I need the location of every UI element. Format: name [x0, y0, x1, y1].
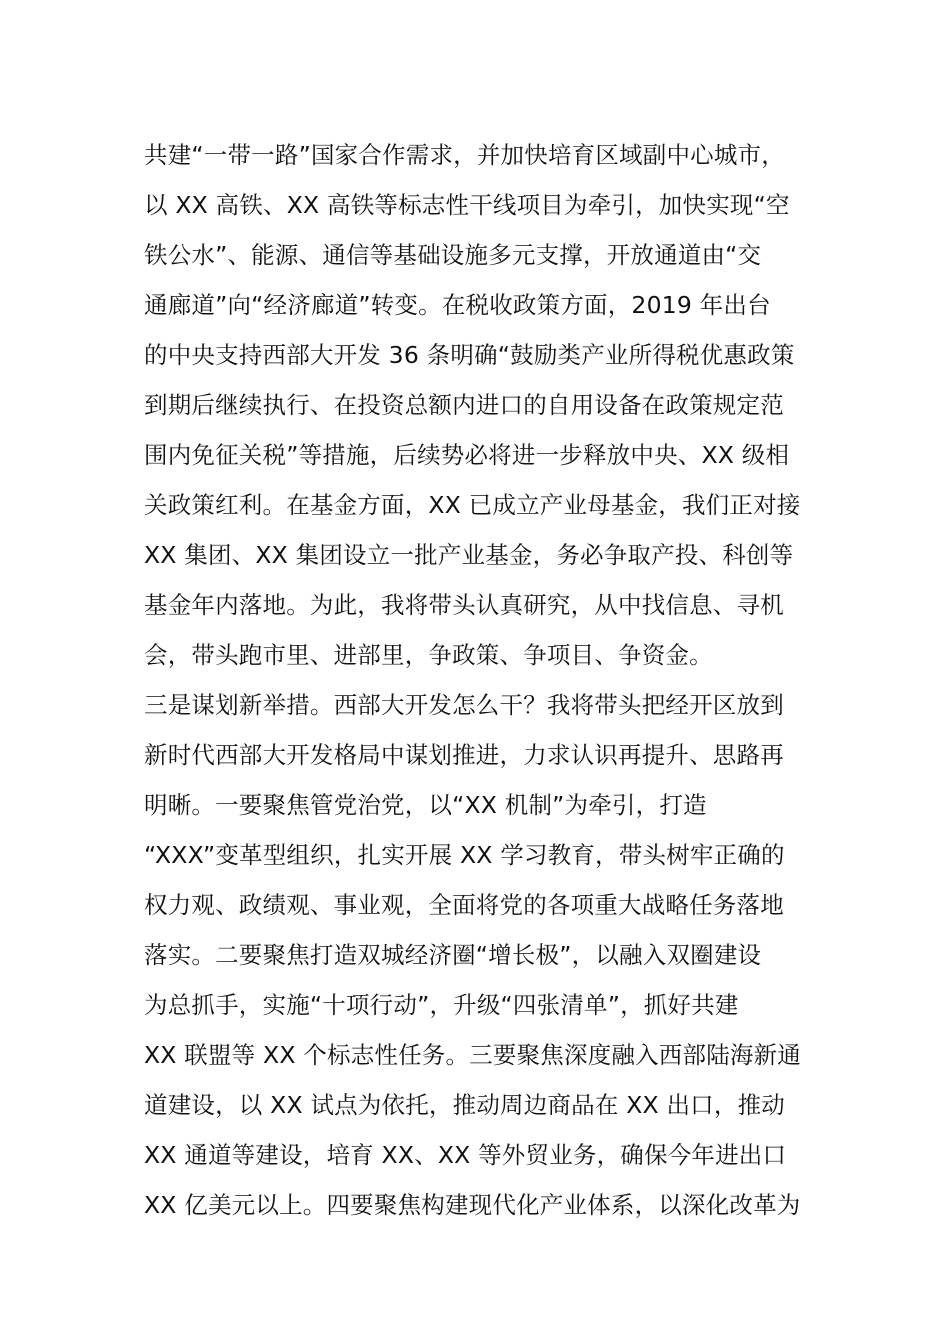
text-line-9: XX 集团、XX 集团设立一批产业基金，务必争取产投、科创等	[144, 541, 794, 569]
text-line-13: 新时代西部大开发格局中谋划推进，力求认识再提升、思路再	[144, 741, 784, 769]
text-line-10: 基金年内落地。为此，我将带头认真研究，从中找信息、寻机	[144, 591, 784, 619]
text-line-7: 围内免征关税”等措施，后续势必将进一步释放中央、XX 级相	[144, 441, 790, 469]
text-line-17: 落实。二要聚焦打造双城经济圈“增长极”，以融入双圈建设	[144, 941, 762, 969]
text-line-8: 关政策红利。在基金方面，XX 已成立产业母基金，我们正对接	[144, 491, 801, 519]
body-text	[144, 130, 809, 1230]
text-line-18: 为总抓手，实施“十项行动”，升级“四张清单”，抓好共建	[144, 991, 739, 1019]
text-line-11: 会，带头跑市里、进部里，争政策、争项目、争资金。	[144, 641, 713, 669]
text-line-22: XX 亿美元以上。四要聚焦构建现代化产业体系，以深化改革为	[144, 1191, 801, 1219]
text-line-4: 通廊道”向“经济廊道”转变。在税收政策方面，2019 年出台	[144, 291, 771, 319]
text-line-3: 铁公水”、能源、通信等基础设施多元支撑，开放通道由“交	[144, 241, 762, 269]
text-line-12: 三是谋划新举措。西部大开发怎么干？我将带头把经开区放到	[144, 691, 784, 719]
text-line-19: XX 联盟等 XX 个标志性任务。三要聚焦深度融入西部陆海新通	[144, 1041, 802, 1069]
text-line-6: 到期后继续执行、在投资总额内进口的自用设备在政策规定范	[144, 391, 784, 419]
text-line-2: 以 XX 高铁、XX 高铁等标志性干线项目为牵引，加快实现“空	[144, 191, 790, 219]
text-line-1: 共建“一带一路”国家合作需求，并加快培育区域副中心城市，	[144, 141, 785, 169]
text-line-21: XX 通道等建设，培育 XX、XX 等外贸业务，确保今年进出口	[144, 1141, 787, 1169]
text-line-5: 的中央支持西部大开发 36 条明确“鼓励类产业所得税优惠政策	[144, 341, 795, 369]
text-line-16: 权力观、政绩观、事业观，全面将党的各项重大战略任务落地	[144, 891, 784, 919]
text-line-20: 道建设，以 XX 试点为依托，推动周边商品在 XX 出口，推动	[144, 1091, 785, 1119]
text-line-14: 明晰。一要聚焦管党治党，以“XX 机制”为牵引，打造	[144, 791, 707, 819]
text-line-15: “XXX”变革型组织，扎实开展 XX 学习教育，带头树牢正确的	[144, 841, 785, 869]
